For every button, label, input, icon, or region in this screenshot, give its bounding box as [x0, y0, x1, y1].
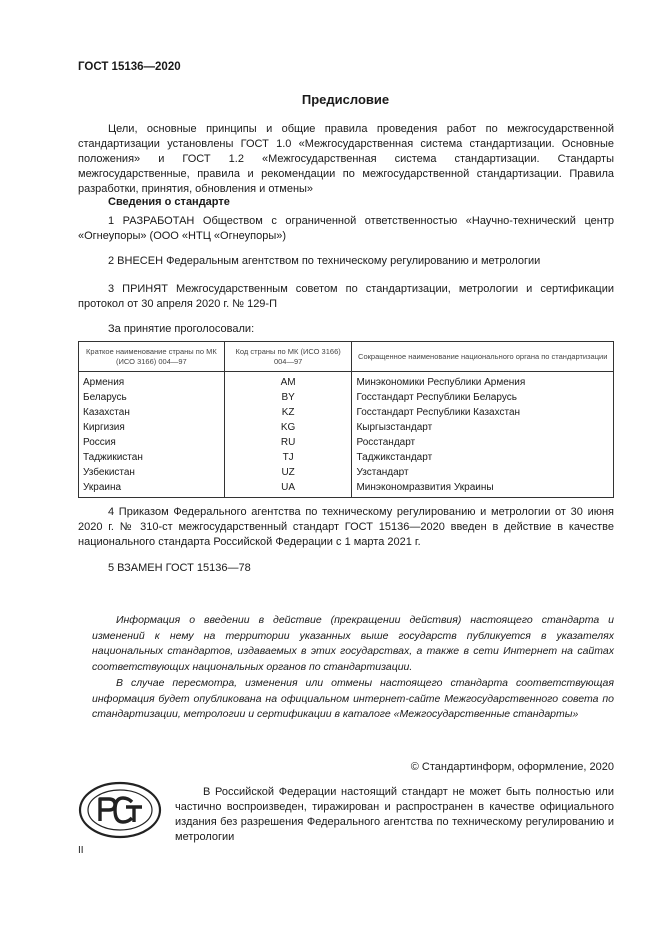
cell-country: Киргизия: [79, 420, 225, 435]
intro-paragraph: Цели, основные принципы и общие правила проведения работ по межгосударственной стандартизации установлены ГОСТ 1.0 «Межгосударственная система стандартизации. Основные положения» и ГОСТ 1.2 «Межгосударственная система стандартизации. Стандарты межгосударственные, правила и рекомендации по межгосударственной стандартизации. Правила разработки, принятия, обновления и отмены»: [78, 123, 614, 195]
cell-body: Минэкономики Республики Армения: [352, 372, 614, 391]
cell-body: Росстандарт: [352, 435, 614, 450]
table-row: [79, 480, 614, 498]
item-submitted-by: 2 ВНЕСЕН Федеральным агентством по техническому регулированию и метрологии: [108, 255, 541, 267]
cell-country: Узбекистан: [79, 465, 225, 480]
cell-country: Казахстан: [79, 405, 225, 420]
cell-code: KG: [224, 420, 352, 435]
column-header-body: Сокращенное наименование национального органа по стандартизации: [352, 342, 614, 372]
cell-code: UZ: [224, 465, 352, 480]
cell-body: Госстандарт Республики Казахстан: [352, 405, 614, 420]
cell-country: Украина: [79, 480, 225, 498]
vote-intro: За принятие проголосовали:: [108, 323, 255, 335]
item-adopted-by: 3 ПРИНЯТ Межгосударственным советом по стандартизации, метрологии и сертификации протокол от 30 апреля 2020 г. № 129-П: [78, 283, 614, 310]
section-title: Сведения о стандарте: [108, 196, 230, 208]
cell-code: UA: [224, 480, 352, 498]
column-header-country: Краткое наименование страны по МК (ИСО 3166) 004—97: [79, 342, 225, 372]
cell-body: Госстандарт Республики Беларусь: [352, 390, 614, 405]
cell-country: Беларусь: [79, 390, 225, 405]
cell-body: Узстандарт: [352, 465, 614, 480]
document-code-header: ГОСТ 15136—2020: [78, 61, 181, 73]
column-header-code: Код страны по МК (ИСО 3166) 004—97: [224, 342, 352, 372]
info-paragraph-2: В случае пересмотра, изменения или отмены настоящего стандарта соответствующая информация будет опубликована на официальном интернет-сайте Межгосударственного совета по стандартизации, метрологии и сертификации в каталоге «Межгосударственные стандарты»: [92, 677, 614, 720]
page-title: Предисловие: [301, 92, 390, 107]
copyright-notice: © Стандартинформ, оформление, 2020: [410, 761, 614, 773]
cell-code: RU: [224, 435, 352, 450]
page-number: II: [78, 845, 84, 856]
cell-code: TJ: [224, 450, 352, 465]
table-row: [79, 435, 614, 450]
table-row: [79, 420, 614, 435]
rst-logo-icon: [78, 781, 162, 839]
cell-code: KZ: [224, 405, 352, 420]
table-row: [79, 450, 614, 465]
cell-code: BY: [224, 390, 352, 405]
item-developed-by: 1 РАЗРАБОТАН Обществом с ограниченной ответственностью «Научно-технический центр «Огнеупоры» (ООО «НТЦ «Огнеупоры»): [78, 215, 614, 242]
item-replaces: 5 ВЗАМЕН ГОСТ 15136—78: [108, 562, 251, 574]
cell-country: Таджикистан: [79, 450, 225, 465]
table-header-row: [79, 342, 614, 372]
cell-code: AM: [224, 372, 352, 391]
table-body: [79, 372, 614, 498]
info-paragraph-1: Информация о введении в действие (прекращении действия) настоящего стандарта и изменений к нему на территории указанных выше государств публикуется в указателях национальных стандартов, издаваемых в этих государствах, а также в сети Интернет на сайтах соответствующих национальных органов по стандартизации.: [92, 614, 614, 673]
table-row: [79, 405, 614, 420]
cell-country: Армения: [79, 372, 225, 391]
cell-body: Минэкономразвития Украины: [352, 480, 614, 498]
table-row: [79, 372, 614, 391]
table-row: [79, 390, 614, 405]
item-enacted: 4 Приказом Федерального агентства по техническому регулированию и метрологии от 30 июня 2020 г. № 310-ст межгосударственный стандарт ГОСТ 15136—2020 введен в действие в качестве национального стандарта Российской Федерации с 1 марта 2021 г.: [78, 506, 614, 548]
reproduction-notice: В Российской Федерации настоящий стандарт не может быть полностью или частично воспроизведен, тиражирован и распространен в качестве официального издания без разрешения Федерального агентства по техническому регулированию и метрологии: [175, 786, 614, 843]
table-row: [79, 465, 614, 480]
cell-country: Россия: [79, 435, 225, 450]
cell-body: Кыргызстандарт: [352, 420, 614, 435]
voting-table: [78, 341, 614, 498]
cell-body: Таджикстандарт: [352, 450, 614, 465]
